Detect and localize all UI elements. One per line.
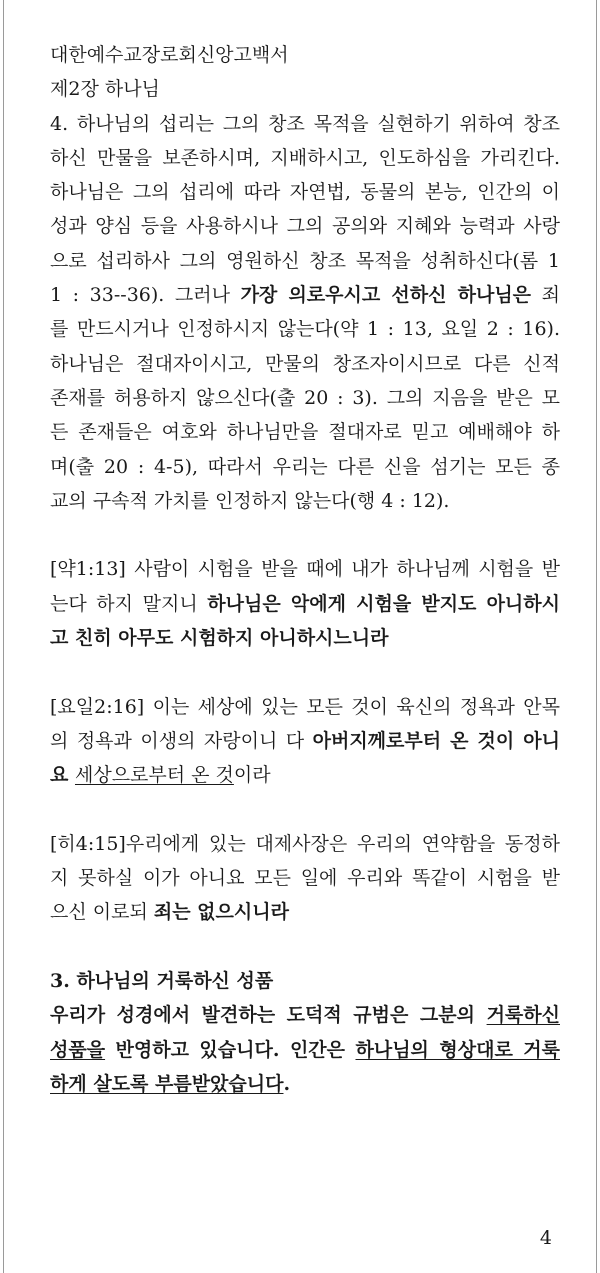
paragraph-line: 교의 구속적 가치를 인정하지 않는다(행 4 : 12). (50, 489, 450, 512)
emphasis-text: 아버지께로부터 온 것이 아니 (312, 729, 560, 752)
document-header: 대한예수교장로회신앙고백서 (50, 44, 289, 66)
verse-line: 의 정욕과 이생의 자랑이니 다 아버지께로부터 온 것이 아니 (50, 729, 560, 752)
paragraph-line: 며(출 20 : 4-5), 따라서 우리는 다른 신을 섬기는 모든 종 (50, 455, 560, 478)
section-3-paragraph (50, 998, 560, 1101)
paragraph-line: 으로 섭리하사 그의 영원하신 창조 목적을 성취하신다(롬 1 (50, 249, 560, 272)
paragraph-line: 하나님은 그의 섭리에 따라 자연법, 동물의 본능, 인간의 이 (50, 181, 560, 204)
paragraph-line: 든 존재들은 여호와 하나님만을 절대자로 믿고 예배해야 하 (50, 421, 560, 444)
verse-line: [요일2:16] 이는 세상에 있는 모든 것이 육신의 정욕과 안목 (50, 695, 560, 718)
verse-line: 으신 이로되 죄는 없으시니라 (50, 901, 289, 924)
underlined-text: 성품을 (50, 1038, 106, 1061)
section-3-title: 3. 하나님의 거룩하신 성품 (50, 970, 274, 993)
emphasis-text: 고 친히 아무도 시험하지 아니하시느니라 (50, 627, 389, 650)
paragraph-line: 하게 살도록 부름받았습니다. (50, 1072, 291, 1095)
section-4-paragraph (50, 107, 560, 519)
paragraph-line: 하신 만물을 보존하시며, 지배하시고, 인도하심을 가리킨다. (50, 146, 560, 169)
paragraph-line: 성품을 반영하고 있습니다. 인간은 하나님의 형상대로 거룩 (50, 1038, 560, 1061)
underlined-text: 하나님의 형상대로 거룩 (355, 1038, 560, 1061)
emphasis-text: 요 (50, 764, 75, 787)
verse-line: [약1:13] 사람이 시험을 받을 때에 내가 하나님께 시험을 받 (50, 558, 560, 581)
verse-line (50, 621, 560, 655)
paragraph-line: 존재를 허용하지 않으신다(출 20 : 3). 그의 지음을 받은 모 (50, 386, 560, 409)
verse-line: 요 세상으로부터 온 것이라 (50, 764, 271, 787)
paragraph-line: 1 : 33--36). 그러나 가장 의로우시고 선하신 하나님은 죄 (50, 284, 560, 307)
emphasis-text: 가장 의로우시고 선하신 하나님은 (240, 284, 532, 307)
verse-hebrews-4-15 (50, 827, 560, 930)
paragraph-line: 를 만드시거나 인정하시지 않는다(약 1 : 13, 요일 2 : 16). (50, 318, 560, 341)
underlined-text: 세상으로부터 온 것 (74, 764, 234, 787)
emphasis-text: 하나님은 악에게 시험을 받지도 아니하시 (207, 592, 560, 615)
page-number: 4 (539, 1227, 552, 1249)
verse-1john-2-16 (50, 690, 560, 793)
underlined-text: 하게 살도록 부름받았습니다 (50, 1072, 284, 1095)
verse-line: [히4:15]우리에게 있는 대제사장은 우리의 연약함을 동정하 (50, 832, 560, 855)
underlined-text: 거룩하신 (486, 1004, 560, 1027)
document-body (50, 38, 560, 1101)
verse-line: 는다 하지 말지니 하나님은 악에게 시험을 받지도 아니하시 (50, 592, 560, 615)
verse-james-1-13 (50, 552, 560, 655)
verse-line: 지 못하실 이가 아니요 모든 일에 우리와 똑같이 시험을 받 (50, 867, 560, 890)
paragraph-line: 우리가 성경에서 발견하는 도덕적 규범은 그분의 거룩하신 (50, 1004, 560, 1027)
paragraph-line: 성과 양심 등을 사용하시나 그의 공의와 지혜와 능력과 사랑 (50, 215, 560, 238)
paragraph-line: 하나님은 절대자이시고, 만물의 창조자이시므로 다른 신적 (50, 352, 560, 375)
emphasis-text: 죄는 없으시니라 (153, 901, 289, 924)
paragraph-line: 4. 하나님의 섭리는 그의 창조 목적을 실현하기 위하여 창조 (50, 112, 560, 135)
chapter-title: 제2장 하나님 (50, 78, 160, 101)
